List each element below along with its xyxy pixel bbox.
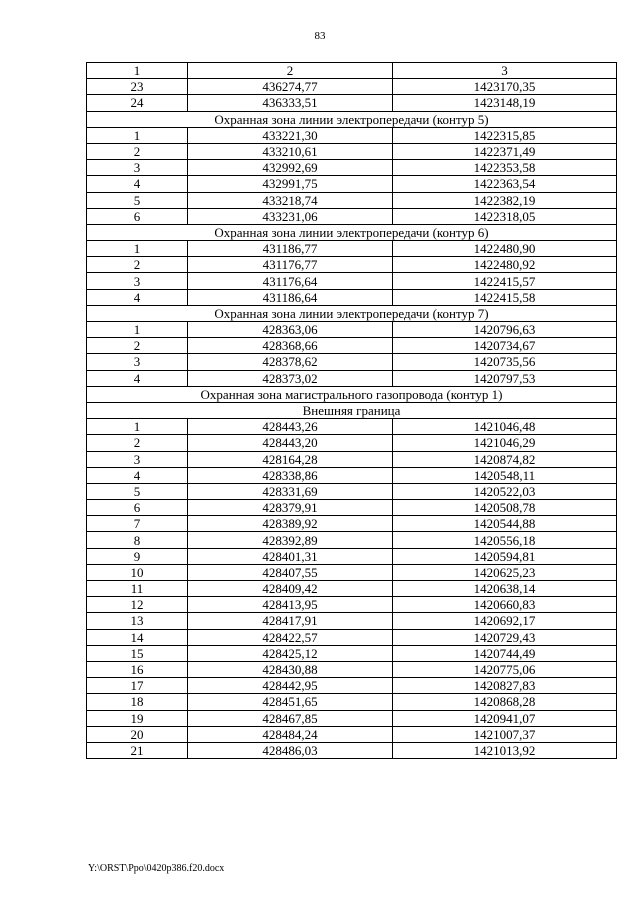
point-number-cell: 12 (87, 597, 188, 613)
y-coordinate-cell: 1421046,29 (393, 435, 617, 451)
y-coordinate-cell: 1420692,17 (393, 613, 617, 629)
x-coordinate-cell: 428417,91 (188, 613, 393, 629)
table-row (87, 435, 617, 451)
point-number-cell: 11 (87, 581, 188, 597)
y-coordinate-cell: 1420874,82 (393, 451, 617, 467)
table-row (87, 451, 617, 467)
y-coordinate-cell: 1420775,06 (393, 661, 617, 677)
table-row (87, 597, 617, 613)
x-coordinate-cell: 428331,69 (188, 483, 393, 499)
section-title: Внешняя граница (87, 402, 617, 418)
point-number-cell: 6 (87, 500, 188, 516)
x-coordinate-cell: 433231,06 (188, 208, 393, 224)
y-coordinate-cell: 1420868,28 (393, 694, 617, 710)
y-coordinate-cell: 1420827,83 (393, 678, 617, 694)
x-coordinate-cell: 428401,31 (188, 548, 393, 564)
coordinates-table (86, 62, 617, 759)
point-number-cell: 3 (87, 273, 188, 289)
y-coordinate-cell: 1420508,78 (393, 500, 617, 516)
coordinates-table-body (87, 63, 617, 759)
x-coordinate-cell: 428368,66 (188, 338, 393, 354)
y-coordinate-cell: 1420796,63 (393, 322, 617, 338)
table-header-row (87, 63, 617, 79)
x-coordinate-cell: 428425,12 (188, 645, 393, 661)
point-number-cell: 14 (87, 629, 188, 645)
y-coordinate-cell: 1420734,67 (393, 338, 617, 354)
table-row (87, 581, 617, 597)
y-coordinate-cell: 1422415,58 (393, 289, 617, 305)
section-header-row (87, 305, 617, 321)
table-row (87, 516, 617, 532)
point-number-cell: 20 (87, 726, 188, 742)
y-coordinate-cell: 1420797,53 (393, 370, 617, 386)
x-coordinate-cell: 436333,51 (188, 95, 393, 111)
x-coordinate-cell: 428338,86 (188, 467, 393, 483)
point-number-cell: 3 (87, 354, 188, 370)
section-title: Охранная зона линии электропередачи (контур 5) (87, 111, 617, 127)
table-row (87, 354, 617, 370)
table-row (87, 160, 617, 176)
point-number-cell: 2 (87, 143, 188, 159)
x-coordinate-cell: 428486,03 (188, 742, 393, 758)
point-number-cell: 10 (87, 564, 188, 580)
document-file-path: Y:\ORST\Ppo\0420p386.f20.docx (88, 863, 225, 874)
point-number-cell: 18 (87, 694, 188, 710)
y-coordinate-cell: 1422363,54 (393, 176, 617, 192)
point-number-cell: 5 (87, 483, 188, 499)
table-row (87, 257, 617, 273)
table-row (87, 95, 617, 111)
y-coordinate-cell: 1420941,07 (393, 710, 617, 726)
header-cell-2: 2 (188, 63, 393, 79)
x-coordinate-cell: 428407,55 (188, 564, 393, 580)
x-coordinate-cell: 428389,92 (188, 516, 393, 532)
table-row (87, 661, 617, 677)
y-coordinate-cell: 1421007,37 (393, 726, 617, 742)
table-row (87, 726, 617, 742)
x-coordinate-cell: 433218,74 (188, 192, 393, 208)
y-coordinate-cell: 1420638,14 (393, 581, 617, 597)
table-row (87, 645, 617, 661)
table-row (87, 500, 617, 516)
point-number-cell: 5 (87, 192, 188, 208)
table-row (87, 742, 617, 758)
header-cell-3: 3 (393, 63, 617, 79)
point-number-cell: 2 (87, 257, 188, 273)
x-coordinate-cell: 428443,26 (188, 419, 393, 435)
x-coordinate-cell: 428378,62 (188, 354, 393, 370)
x-coordinate-cell: 428379,91 (188, 500, 393, 516)
x-coordinate-cell: 432992,69 (188, 160, 393, 176)
section-header-row (87, 386, 617, 402)
point-number-cell: 4 (87, 467, 188, 483)
point-number-cell: 16 (87, 661, 188, 677)
y-coordinate-cell: 1423148,19 (393, 95, 617, 111)
y-coordinate-cell: 1421046,48 (393, 419, 617, 435)
y-coordinate-cell: 1421013,92 (393, 742, 617, 758)
x-coordinate-cell: 433221,30 (188, 127, 393, 143)
y-coordinate-cell: 1422382,19 (393, 192, 617, 208)
point-number-cell: 23 (87, 79, 188, 95)
x-coordinate-cell: 436274,77 (188, 79, 393, 95)
table-row (87, 548, 617, 564)
y-coordinate-cell: 1420544,88 (393, 516, 617, 532)
y-coordinate-cell: 1422318,05 (393, 208, 617, 224)
table-row (87, 678, 617, 694)
y-coordinate-cell: 1420660,83 (393, 597, 617, 613)
table-row (87, 176, 617, 192)
x-coordinate-cell: 428164,28 (188, 451, 393, 467)
point-number-cell: 24 (87, 95, 188, 111)
point-number-cell: 4 (87, 289, 188, 305)
point-number-cell: 15 (87, 645, 188, 661)
point-number-cell: 17 (87, 678, 188, 694)
point-number-cell: 4 (87, 370, 188, 386)
point-number-cell: 1 (87, 127, 188, 143)
table-row (87, 338, 617, 354)
point-number-cell: 2 (87, 435, 188, 451)
section-header-row (87, 224, 617, 240)
table-row (87, 127, 617, 143)
x-coordinate-cell: 431186,77 (188, 241, 393, 257)
x-coordinate-cell: 428422,57 (188, 629, 393, 645)
table-row (87, 273, 617, 289)
y-coordinate-cell: 1420594,81 (393, 548, 617, 564)
x-coordinate-cell: 431176,77 (188, 257, 393, 273)
y-coordinate-cell: 1422480,92 (393, 257, 617, 273)
table-row (87, 532, 617, 548)
point-number-cell: 21 (87, 742, 188, 758)
section-header-row (87, 402, 617, 418)
point-number-cell: 6 (87, 208, 188, 224)
table-row (87, 143, 617, 159)
y-coordinate-cell: 1422371,49 (393, 143, 617, 159)
page-number: 83 (314, 30, 326, 42)
x-coordinate-cell: 428392,89 (188, 532, 393, 548)
x-coordinate-cell: 432991,75 (188, 176, 393, 192)
x-coordinate-cell: 431186,64 (188, 289, 393, 305)
section-title: Охранная зона линии электропередачи (контур 6) (87, 224, 617, 240)
section-header-row (87, 111, 617, 127)
table-row (87, 467, 617, 483)
point-number-cell: 1 (87, 241, 188, 257)
table-row (87, 564, 617, 580)
point-number-cell: 2 (87, 338, 188, 354)
table-row (87, 613, 617, 629)
table-row (87, 322, 617, 338)
y-coordinate-cell: 1420548,11 (393, 467, 617, 483)
y-coordinate-cell: 1420729,43 (393, 629, 617, 645)
table-row (87, 79, 617, 95)
x-coordinate-cell: 428413,95 (188, 597, 393, 613)
point-number-cell: 3 (87, 451, 188, 467)
section-title: Охранная зона магистрального газопровода (контур 1) (87, 386, 617, 402)
y-coordinate-cell: 1422480,90 (393, 241, 617, 257)
x-coordinate-cell: 428409,42 (188, 581, 393, 597)
x-coordinate-cell: 433210,61 (188, 143, 393, 159)
x-coordinate-cell: 428363,06 (188, 322, 393, 338)
x-coordinate-cell: 431176,64 (188, 273, 393, 289)
table-row (87, 370, 617, 386)
table-row (87, 710, 617, 726)
point-number-cell: 19 (87, 710, 188, 726)
point-number-cell: 1 (87, 322, 188, 338)
y-coordinate-cell: 1422315,85 (393, 127, 617, 143)
point-number-cell: 1 (87, 419, 188, 435)
y-coordinate-cell: 1420522,03 (393, 483, 617, 499)
point-number-cell: 13 (87, 613, 188, 629)
table-row (87, 208, 617, 224)
x-coordinate-cell: 428442,95 (188, 678, 393, 694)
x-coordinate-cell: 428443,20 (188, 435, 393, 451)
table-row (87, 419, 617, 435)
x-coordinate-cell: 428484,24 (188, 726, 393, 742)
table-row (87, 241, 617, 257)
point-number-cell: 8 (87, 532, 188, 548)
point-number-cell: 7 (87, 516, 188, 532)
x-coordinate-cell: 428373,02 (188, 370, 393, 386)
y-coordinate-cell: 1420735,56 (393, 354, 617, 370)
y-coordinate-cell: 1420744,49 (393, 645, 617, 661)
table-row (87, 192, 617, 208)
x-coordinate-cell: 428467,85 (188, 710, 393, 726)
table-row (87, 483, 617, 499)
y-coordinate-cell: 1420556,18 (393, 532, 617, 548)
y-coordinate-cell: 1420625,23 (393, 564, 617, 580)
point-number-cell: 3 (87, 160, 188, 176)
x-coordinate-cell: 428451,65 (188, 694, 393, 710)
header-cell-1: 1 (87, 63, 188, 79)
point-number-cell: 9 (87, 548, 188, 564)
y-coordinate-cell: 1422353,58 (393, 160, 617, 176)
y-coordinate-cell: 1422415,57 (393, 273, 617, 289)
table-row (87, 629, 617, 645)
table-row (87, 694, 617, 710)
point-number-cell: 4 (87, 176, 188, 192)
y-coordinate-cell: 1423170,35 (393, 79, 617, 95)
table-row (87, 289, 617, 305)
x-coordinate-cell: 428430,88 (188, 661, 393, 677)
section-title: Охранная зона линии электропередачи (контур 7) (87, 305, 617, 321)
